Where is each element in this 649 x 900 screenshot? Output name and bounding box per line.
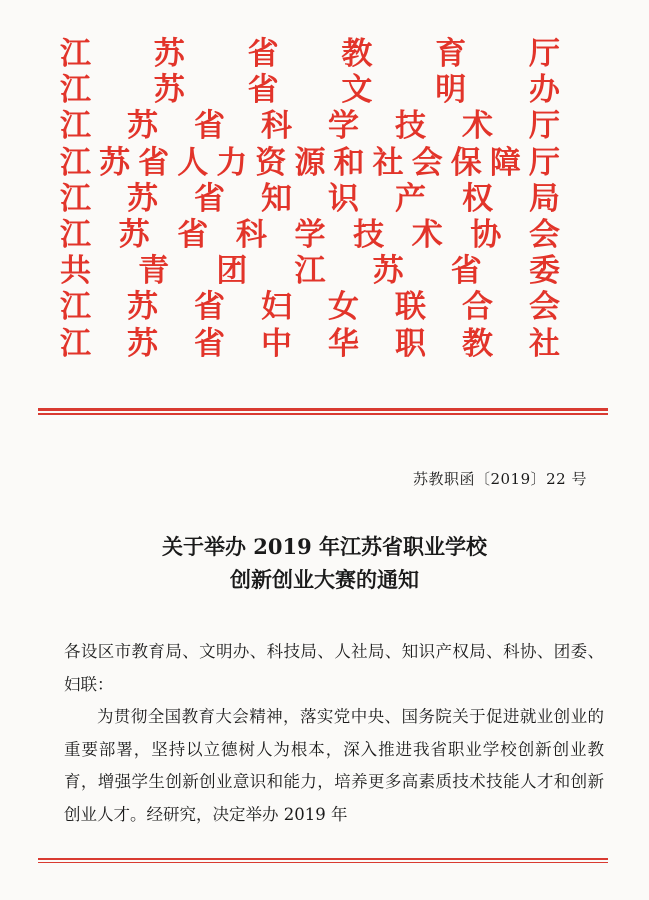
agency-char: 会	[529, 217, 560, 254]
agency-char: 明	[435, 72, 467, 109]
agency-char: 育	[435, 36, 467, 73]
title-line-1: 关于举办 2019 年江苏省职业学校	[161, 534, 488, 559]
agency-char: 会	[411, 144, 443, 181]
agency-char: 会	[529, 289, 560, 326]
agency-char: 权	[462, 180, 493, 217]
agency-char: 厅	[529, 108, 560, 145]
agency-char: 和	[333, 144, 365, 181]
agency-char: 苏	[127, 108, 158, 145]
agency-char: 青	[138, 253, 170, 290]
agency-char: 学	[294, 217, 326, 254]
agency-char: 江	[60, 325, 91, 362]
document-title	[0, 530, 649, 596]
agency-char: 苏	[118, 217, 150, 254]
agency-char: 苏	[127, 325, 158, 362]
agency-char: 苏	[127, 289, 158, 326]
agency-char: 教	[462, 325, 493, 362]
agency-char: 团	[216, 253, 248, 290]
agency-char: 局	[529, 180, 560, 217]
agency-char: 省	[194, 180, 225, 217]
red-header-rule-thin	[38, 413, 608, 415]
agency-char: 厅	[528, 144, 560, 181]
agency-char: 苏	[372, 253, 404, 290]
agency-name	[60, 289, 560, 325]
agency-char: 苏	[153, 36, 185, 73]
agency-name	[60, 36, 560, 72]
agency-char: 源	[294, 144, 326, 181]
agency-char: 委	[528, 253, 560, 290]
agency-char: 省	[247, 72, 279, 109]
agency-name	[60, 108, 560, 144]
red-header-rule	[38, 408, 608, 411]
recipients-line: 各设区市教育局、文明办、科技局、人社局、知识产权局、科协、团委、妇联：	[64, 642, 604, 694]
issuing-agencies-header	[60, 36, 560, 362]
agency-char: 共	[60, 253, 91, 290]
agency-char: 社	[372, 144, 404, 181]
agency-char: 职	[395, 325, 426, 362]
agency-char: 教	[341, 36, 373, 73]
agency-char: 女	[328, 289, 359, 326]
agency-char: 产	[395, 180, 426, 217]
agency-char: 协	[470, 217, 502, 254]
agency-char: 省	[177, 217, 209, 254]
agency-char: 科	[261, 108, 292, 145]
agency-name	[60, 72, 560, 108]
agency-char: 中	[261, 325, 292, 362]
agency-char: 省	[194, 108, 225, 145]
agency-char: 文	[341, 72, 373, 109]
agency-char: 妇	[261, 289, 292, 326]
agency-char: 力	[216, 144, 248, 181]
agency-char: 障	[489, 144, 521, 181]
agency-char: 苏	[127, 180, 158, 217]
agency-char: 资	[255, 144, 287, 181]
agency-char: 省	[138, 144, 170, 181]
agency-char: 技	[353, 217, 385, 254]
agency-char: 人	[177, 144, 209, 181]
agency-char: 江	[60, 144, 91, 181]
agency-char: 江	[60, 72, 91, 109]
agency-char: 技	[395, 108, 426, 145]
agency-char: 江	[294, 253, 326, 290]
agency-name	[60, 253, 560, 289]
agency-char: 江	[60, 289, 91, 326]
agency-char: 华	[328, 325, 359, 362]
agency-char: 知	[261, 180, 292, 217]
agency-char: 省	[194, 325, 225, 362]
agency-char: 社	[529, 325, 560, 362]
title-line-2: 创新创业大赛的通知	[230, 567, 419, 592]
agency-char: 江	[60, 36, 91, 73]
document-number: 苏教职函〔2019〕22 号	[412, 470, 587, 488]
agency-char: 科	[235, 217, 267, 254]
agency-char: 术	[411, 217, 443, 254]
agency-char: 学	[328, 108, 359, 145]
agency-char: 厅	[528, 36, 560, 73]
agency-char: 办	[528, 72, 560, 109]
document-body	[64, 636, 604, 831]
agency-char: 术	[462, 108, 493, 145]
agency-char: 苏	[153, 72, 185, 109]
red-footer-rule	[38, 858, 608, 860]
agency-char: 苏	[99, 144, 131, 181]
red-footer-rule-thin	[38, 862, 608, 863]
agency-char: 江	[60, 180, 91, 217]
agency-char: 省	[247, 36, 279, 73]
agency-char: 江	[60, 108, 91, 145]
agency-name	[60, 326, 560, 362]
agency-char: 保	[450, 144, 482, 181]
agency-char: 江	[60, 217, 91, 254]
agency-char: 联	[395, 289, 426, 326]
agency-char: 合	[462, 289, 493, 326]
agency-char: 省	[450, 253, 482, 290]
agency-name	[60, 217, 560, 253]
agency-name	[60, 145, 560, 181]
agency-char: 识	[328, 180, 359, 217]
agency-name	[60, 181, 560, 217]
body-paragraph: 为贯彻全国教育大会精神，落实党中央、国务院关于促进就业创业的重要部署，坚持以立德树人为根本，深入推进我省职业学校创新创业教育，增强学生创新创业意识和能力，培养更多高素质技术技能人才和创新创业人才。经研究，决定举办 2019 年	[64, 707, 604, 824]
agency-char: 省	[194, 289, 225, 326]
